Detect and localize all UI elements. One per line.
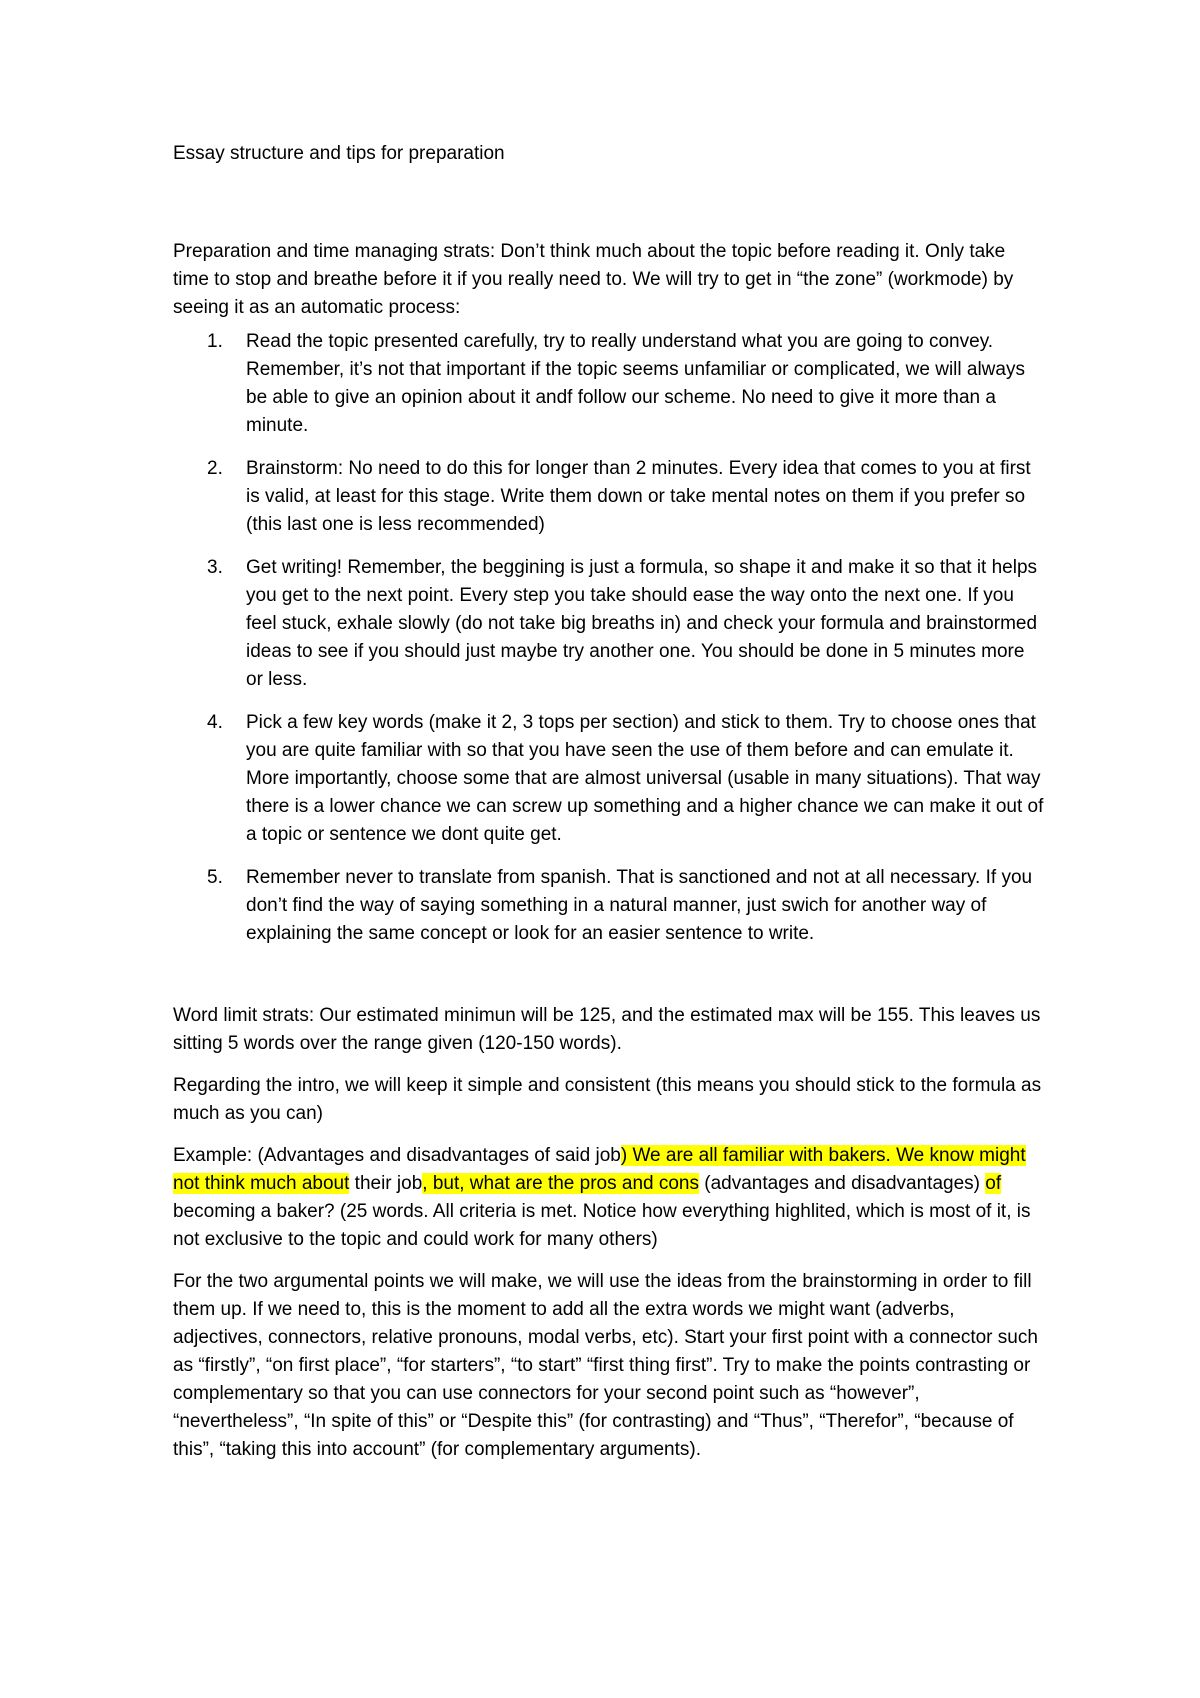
list-item <box>173 709 1045 849</box>
list-item <box>173 554 1045 694</box>
list-item-number: 4. <box>207 712 223 733</box>
list-item-text: Remember never to translate from spanish. That is sanctioned and not at all necessary. If you don’t find the way of saying something in a natural manner, just swich for another way of explaining the same concept or look for an easier sentence to write. <box>246 867 1033 944</box>
list-item-text: Get writing! Remember, the beggining is just a formula, so shape it and make it so that it helps you get to the next point. Every step you take should ease the way onto the next one. If you feel stuck, exhale slowly (do not take big breaths in) and check your formula and brainstormed ideas to see if you should just maybe try another one. You should be done in 5 minutes more or less. <box>246 557 1038 690</box>
steps-list <box>173 328 1045 948</box>
list-item-text: Pick a few key words (make it 2, 3 tops per section) and stick to them. Try to choose ones that you are quite familiar with so that you have seen the use of them before and can emulate it. More importantly, choose some that are almost universal (usable in many situations). That way there is a lower chance we can screw up something and a higher chance we can make it out of a topic or sentence we dont quite get. <box>246 712 1044 845</box>
highlighted-text: ) We are all familiar with bakers. We know might not think much about <box>173 1145 1026 1194</box>
intro-regarding-paragraph: Regarding the intro, we will keep it simple and consistent (this means you should stick to the formula as much as you can) <box>173 1075 1042 1124</box>
document-title: Essay structure and tips for preparation <box>173 143 505 164</box>
highlighted-text: of <box>985 1173 1002 1194</box>
highlighted-text: , but, what are the pros and cons <box>422 1173 699 1194</box>
list-item-number: 2. <box>207 458 223 479</box>
example-suffix: becoming a baker? (25 words. All criteria is met. Notice how everything highlited, which is most of it, is not exclusive to the topic and could work for many others) <box>173 1201 1031 1250</box>
list-item <box>173 864 1045 948</box>
list-item-number: 1. <box>207 331 223 352</box>
list-item-text: Brainstorm: No need to do this for longer than 2 minutes. Every idea that comes to you at first is valid, at least for this stage. Write them down or take mental notes on them if you prefer so (this last one is less recommended) <box>246 458 1031 535</box>
example-text: their job <box>349 1173 423 1194</box>
list-item <box>173 328 1045 440</box>
example-text: (advantages and disadvantages) <box>699 1173 986 1194</box>
list-item-number: 5. <box>207 867 223 888</box>
list-item-number: 3. <box>207 557 223 578</box>
list-item <box>173 455 1045 539</box>
example-paragraph <box>173 1142 1045 1254</box>
intro-paragraph: Preparation and time managing strats: Don’t think much about the topic before reading it. Only take time to stop and breathe before it if you really need to. We will try to get in “the zone” (workmode) by seeing it as an automatic process: <box>173 241 1014 318</box>
document-page <box>173 140 1045 1478</box>
example-prefix: Example: (Advantages and disadvantages of said job <box>173 1145 621 1166</box>
list-item-text: Read the topic presented carefully, try to really understand what you are going to convey. Remember, it’s not that important if the topic seems unfamiliar or complicated, we will always be able to give an opinion about it andf follow our scheme. No need to give it more than a minute. <box>246 331 1025 436</box>
word-limit-paragraph: Word limit strats: Our estimated minimun will be 125, and the estimated max will be 155. This leaves us sitting 5 words over the range given (120-150 words). <box>173 1005 1041 1054</box>
argumental-paragraph: For the two argumental points we will make, we will use the ideas from the brainstorming in order to fill them up. If we need to, this is the moment to add all the extra words we might want (adverbs, adjectives, connectors, relative pronouns, modal verbs, etc). Start your first point with a connector such as “firstly”, “on first place”, “for starters”, “to start” “first thing first”. Try to make the points contrasting or complementary so that you can use connectors for your second point such as “however”, “nevertheless”, “In spite of this” or “Despite this” (for contrasting) and “Thus”, “Therefor”, “because of this”, “taking this into account” (for complementary arguments). <box>173 1271 1038 1460</box>
